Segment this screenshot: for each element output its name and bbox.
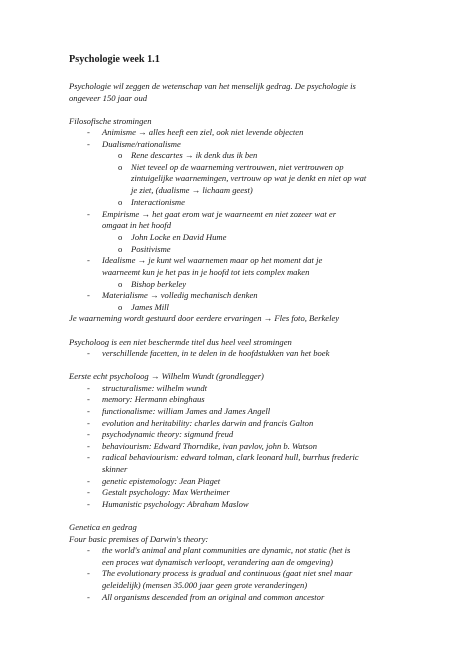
- list-item-materialisme: Materialisme → volledig mechanisch denken: [102, 290, 258, 300]
- sublist-item-positivisme: Positivisme: [131, 244, 171, 254]
- section-heading-genetica: Genetica en gedrag: [69, 522, 137, 532]
- dash-bullet: -: [87, 290, 90, 300]
- dash-bullet: -: [87, 452, 90, 462]
- dash-bullet: -: [87, 499, 90, 509]
- list-item-structuralisme: structuralisme: wilhelm wundt: [102, 383, 208, 393]
- list-item-dualisme: Dualisme/rationalisme: [102, 139, 181, 149]
- list-item-psychodynamic: psychodynamic theory: sigmund freud: [102, 429, 234, 439]
- paragraph-waarneming: Je waarneming wordt gestuurd door eerdere ervaringen → Fles foto, Berkeley: [69, 313, 340, 323]
- dash-bullet: -: [87, 429, 90, 439]
- dash-bullet: -: [87, 592, 90, 602]
- sublist-item-descartes: Rene descartes → ik denk dus ik ben: [131, 150, 258, 160]
- dash-bullet: -: [87, 476, 90, 486]
- circle-bullet: o: [118, 197, 123, 207]
- circle-bullet: o: [118, 150, 123, 160]
- list-item-empirisme-1: Empirisme → het gaat erom wat je waarneemt en niet zozeer wat er: [102, 209, 337, 219]
- dash-bullet: -: [87, 209, 90, 219]
- list-item-animisme: Animisme → alles heeft een ziel, ook niet levende objecten: [102, 127, 304, 137]
- sublist-item-teveel-3: je ziet, (dualisme → lichaam geest): [131, 185, 253, 195]
- list-item-idealisme-2: waarneemt kun je het pas in je hoofd tot iets complex maken: [102, 267, 310, 277]
- intro-line-2: ongeveer 150 jaar oud: [69, 93, 148, 103]
- list-item-facetten: verschillende facetten, in te delen in de hoofdstukken van het boek: [102, 348, 330, 358]
- list-item-premise-3: All organisms descended from an original and common ancestor: [102, 592, 325, 602]
- list-item-premise-1-line-2: een proces wat dynamisch verloopt, verandering aan de omgeving): [102, 557, 333, 567]
- dash-bullet: -: [87, 394, 90, 404]
- paragraph-psycholoog: Psycholoog is een niet beschermde titel dus heel veel stromingen: [69, 337, 292, 347]
- list-item-premise-2-line-2: geleidelijk) (mensen 35.000 jaar geen grote veranderingen): [102, 580, 308, 590]
- list-item-humanistic: Humanistic psychology: Abraham Maslow: [102, 499, 249, 509]
- dash-bullet: -: [87, 255, 90, 265]
- dash-bullet: -: [87, 406, 90, 416]
- list-item-premise-2-line-1: The evolutionary process is gradual and continuous (gaat niet snel maar: [102, 568, 353, 578]
- list-item-premise-1-line-1: the world's animal and plant communities are dynamic, not static (het is: [102, 545, 351, 555]
- sublist-item-interactionisme: Interactionisme: [131, 197, 185, 207]
- list-item-idealisme-1: Idealisme → je kunt wel waarnemen maar op het moment dat je: [102, 255, 323, 265]
- circle-bullet: o: [118, 302, 123, 312]
- dash-bullet: -: [87, 487, 90, 497]
- dash-bullet: -: [87, 545, 90, 555]
- sublist-item-berkeley: Bishop berkeley: [131, 279, 187, 289]
- sublist-item-mill: James Mill: [131, 302, 169, 312]
- page-title: Psychologie week 1.1: [69, 54, 160, 65]
- circle-bullet: o: [118, 232, 123, 242]
- list-item-radical-2: skinner: [102, 464, 128, 474]
- dash-bullet: -: [87, 568, 90, 578]
- section-subheading-darwin: Four basic premises of Darwin's theory:: [69, 534, 209, 544]
- list-item-empirisme-2: omgaat in het hoofd: [102, 220, 171, 230]
- dash-bullet: -: [87, 139, 90, 149]
- circle-bullet: o: [118, 162, 123, 172]
- sublist-item-teveel-2: zintuigelijke waarnemingen, vertrouw op wat je denkt en niet op wat: [131, 173, 367, 183]
- list-item-genetic-epistemology: genetic epistemology: Jean Piaget: [102, 476, 221, 486]
- circle-bullet: o: [118, 244, 123, 254]
- section-heading-filosofisch: Filosofische stromingen: [69, 116, 152, 126]
- list-item-radical-1: radical behaviourism: edward tolman, clark leonard hull, burrhus frederic: [102, 452, 359, 462]
- intro-line-1: Psychologie wil zeggen de wetenschap van het menselijk gedrag. De psychologie is: [69, 81, 356, 91]
- circle-bullet: o: [118, 279, 123, 289]
- list-item-memory: memory: Hermann ebinghaus: [102, 394, 205, 404]
- sublist-item-locke: John Locke en David Hume: [131, 232, 227, 242]
- list-item-behaviourism: behaviourism: Edward Thorndike, ivan pavlov, john b. Watson: [102, 441, 317, 451]
- section-heading-eerste: Eerste echt psycholoog → Wilhelm Wundt (grondlegger): [69, 371, 264, 381]
- dash-bullet: -: [87, 441, 90, 451]
- list-item-evolution: evolution and heritability: charles darwin and francis Galton: [102, 418, 314, 428]
- sublist-item-teveel-1: Niet teveel op de waarneming vertrouwen, niet vertrouwen op: [131, 162, 344, 172]
- dash-bullet: -: [87, 383, 90, 393]
- dash-bullet: -: [87, 127, 90, 137]
- list-item-functionalisme: functionalisme: william James and James Angell: [102, 406, 271, 416]
- dash-bullet: -: [87, 418, 90, 428]
- dash-bullet: -: [87, 348, 90, 358]
- list-item-gestalt: Gestalt psychology: Max Wertheimer: [102, 487, 230, 497]
